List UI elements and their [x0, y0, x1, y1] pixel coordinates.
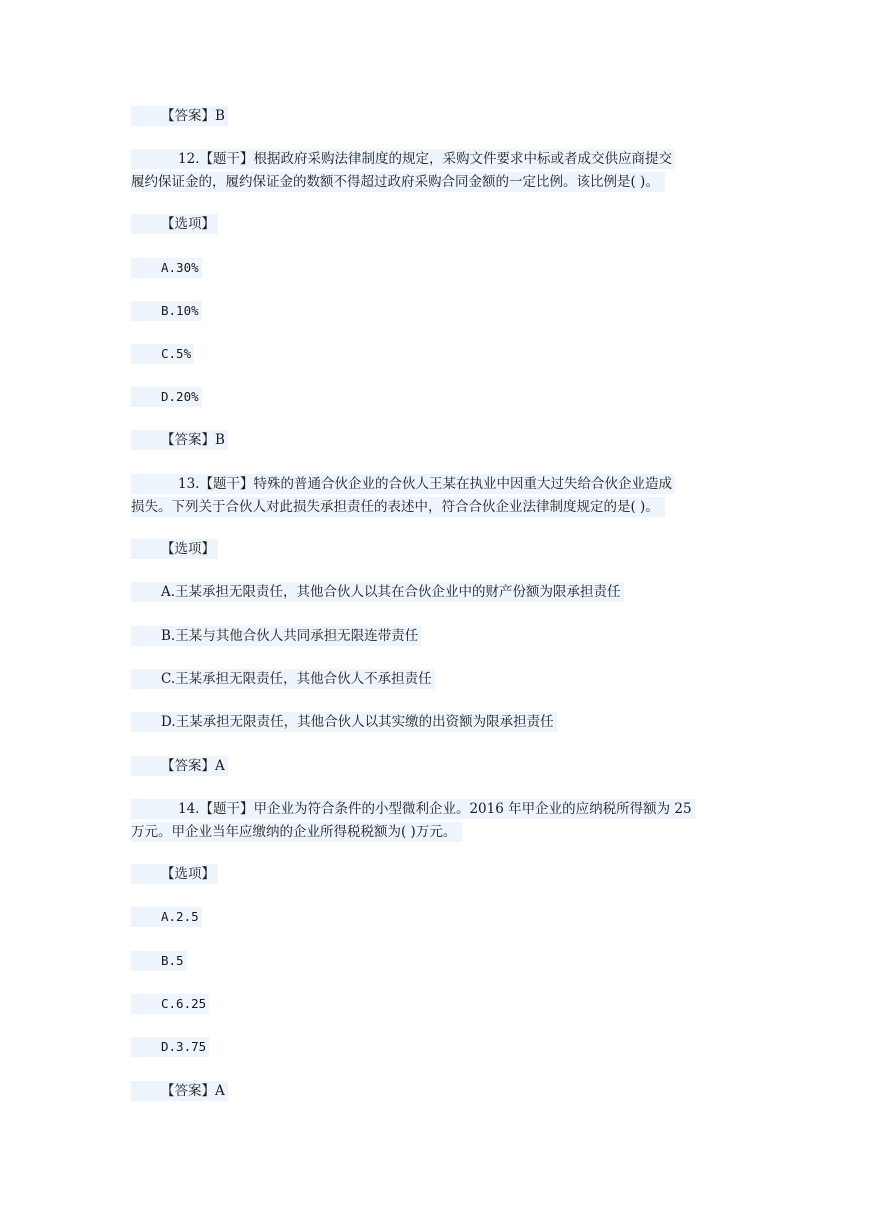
question-13-option-a: A.王某承担无限责任，其他合伙人以其在合伙企业中的财产份额为限承担责任	[131, 582, 624, 602]
question-13-stem-line-2: 损失。下列关于合伙人对此损失承担责任的表述中，符合合伙企业法律制度规定的是( )。	[131, 497, 665, 517]
question-12-option-c: C.5%	[131, 344, 194, 364]
question-14-option-a: A.2.5	[131, 907, 202, 927]
question-12-option-d: D.20%	[131, 387, 202, 407]
question-14-option-c: C.6.25	[131, 994, 209, 1014]
question-14-option-d: D.3.75	[131, 1037, 209, 1057]
question-12-option-b: B.10%	[131, 301, 202, 321]
question-14-answer: 【答案】A	[131, 1081, 228, 1101]
question-13-stem-line-1: 13.【题干】特殊的普通合伙企业的合伙人王某在执业中因重大过失给合伙企业造成	[131, 474, 675, 494]
question-14-option-b: B.5	[131, 951, 187, 971]
question-12-answer: 【答案】B	[131, 430, 228, 450]
question-13-options-label: 【选项】	[131, 539, 218, 559]
question-14-stem-line-2: 万元。甲企业当年应缴纳的企业所得税税额为( )万元。	[131, 822, 462, 842]
question-12-option-a: A.30%	[131, 258, 202, 278]
question-13-option-b: B.王某与其他合伙人共同承担无限连带责任	[131, 626, 421, 646]
question-13-option-c: C.王某承担无限责任，其他合伙人不承担责任	[131, 669, 435, 689]
question-12-stem-line-1: 12.【题干】根据政府采购法律制度的规定，采购文件要求中标或者成交供应商提交	[131, 149, 675, 169]
question-12-options-label: 【选项】	[131, 214, 218, 234]
question-13-answer: 【答案】A	[131, 756, 228, 776]
question-14-options-label: 【选项】	[131, 864, 218, 884]
question-12-stem-line-2: 履约保证金的，履约保证金的数额不得超过政府采购合同金额的一定比例。该比例是( )。	[131, 172, 665, 192]
question-13-option-d: D.王某承担无限责任，其他合伙人以其实缴的出资额为限承担责任	[131, 712, 557, 732]
question-14-stem-line-1: 14.【题干】甲企业为符合条件的小型微利企业。2016 年甲企业的应纳税所得额为 25	[131, 799, 695, 819]
answer-line: 【答案】B	[131, 106, 228, 126]
